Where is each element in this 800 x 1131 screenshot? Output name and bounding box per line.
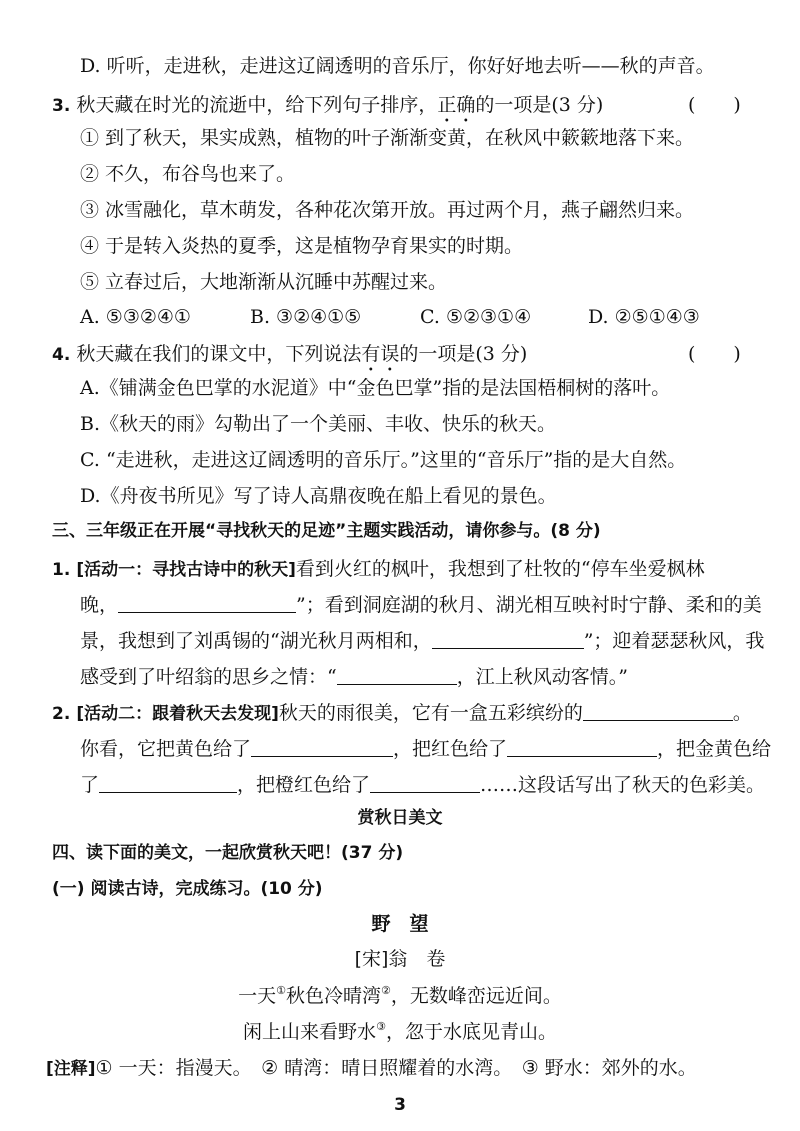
activity-1-line-2	[80, 592, 762, 618]
option-c[interactable]: C. ⑤②③①④	[420, 306, 532, 328]
emphasis-text: 正确	[437, 94, 476, 116]
sentence-item: ① 到了秋天，果实成熟，植物的叶子渐渐变黄，在秋风中簌簌地落下来。	[80, 127, 695, 149]
answer-blank[interactable]	[337, 666, 457, 685]
answer-blank[interactable]	[583, 702, 733, 721]
activity-text: 你看，它把黄色给了	[80, 738, 252, 760]
activity-text: ”；迎着瑟瑟秋风，我	[583, 630, 765, 652]
activity-text: ，把橙红色给了	[237, 774, 371, 796]
poem-text: ，无数峰峦远近间。	[390, 985, 562, 1007]
question-number: 4.	[52, 345, 71, 365]
sentence-item: ② 不久，布谷鸟也来了。	[80, 163, 296, 185]
activity-text: 晚，	[80, 594, 119, 616]
annotations	[46, 1055, 697, 1082]
q3-options	[80, 304, 700, 330]
option-a[interactable]: A. ⑤③②④①	[80, 306, 191, 328]
answer-blank[interactable]	[99, 774, 237, 793]
poem-line-2	[0, 1019, 800, 1045]
answer-blank[interactable]	[118, 594, 296, 613]
question-3	[52, 92, 603, 127]
option-d[interactable]: D. ②⑤①④③	[588, 306, 700, 328]
option-b[interactable]: B. ③②④①⑤	[250, 306, 362, 328]
sentence-item: ④ 于是转入炎热的夏季，这是植物孕育果实的时期。	[80, 235, 524, 257]
annotation-text: ① 一天：指漫天。 ② 晴湾：晴日照耀着的水湾。 ③ 野水：郊外的水。	[95, 1057, 697, 1079]
activity-label: [活动二：跟着秋天去发现]	[76, 704, 279, 724]
option-b[interactable]: B.《秋天的雨》勾勒出了一个美丽、丰收、快乐的秋天。	[80, 413, 557, 435]
question-text: 秋天藏在时光的流逝中，给下列句子排序，	[76, 94, 438, 116]
question-text: 秋天藏在我们的课文中，下列说法	[76, 343, 362, 365]
activity-label: [活动一：寻找古诗中的秋天]	[76, 560, 296, 580]
question-4	[52, 341, 527, 376]
question-number: 2.	[52, 704, 71, 724]
poem-line-1	[0, 983, 800, 1009]
emphasis-text: 有误	[361, 343, 400, 365]
poem-author: [宋]翁 卷	[354, 948, 446, 970]
activity-text: ”；看到洞庭湖的秋月、湖光相互映衬时宁静、柔和的美	[296, 594, 762, 616]
poem-text: 闲上山来看野水	[243, 1021, 377, 1043]
poem-text: ，忽于水底见青山。	[385, 1021, 557, 1043]
activity-1-line-3	[80, 628, 764, 654]
question-text-end: 的一项是(3 分)	[475, 94, 604, 116]
question-number: 1.	[52, 560, 71, 580]
note-marker: ①	[276, 984, 286, 997]
activity-1-line-1	[52, 556, 705, 583]
answer-blank[interactable]	[432, 630, 584, 649]
answer-blank[interactable]	[251, 738, 393, 757]
prev-option-d: D. 听听，走进秋，走进这辽阔透明的音乐厅，你好好地去听——秋的声音。	[80, 55, 715, 77]
answer-blank[interactable]	[507, 738, 657, 757]
answer-blank[interactable]	[370, 774, 480, 793]
note-marker: ②	[381, 984, 391, 997]
option-a[interactable]: A.《铺满金色巴掌的水泥道》中“金色巴掌”指的是法国梧桐树的落叶。	[80, 377, 671, 399]
activity-text: 。	[732, 702, 752, 724]
activity-text: ，把红色给了	[393, 738, 508, 760]
activity-2-line-1	[52, 700, 752, 727]
section-4-title: 四、读下面的美文，一起欣赏秋天吧！(37 分)	[52, 843, 404, 863]
activity-1-line-4	[80, 664, 628, 690]
activity-text: 看到火红的枫叶，我想到了杜牧的“停车坐爱枫林	[295, 558, 705, 580]
activity-text: 感受到了叶绍翁的思乡之情：“	[80, 666, 337, 688]
sentence-item: ③ 冰雪融化，草木萌发，各种花次第开放。再过两个月，燕子翩然归来。	[80, 199, 695, 221]
activity-text: ……这段话写出了秋天的色彩美。	[480, 774, 766, 796]
poem-title: 野 望	[371, 913, 429, 935]
poem-text: 秋色冷晴湾	[285, 985, 381, 1007]
answer-paren[interactable]: ( )	[688, 94, 741, 116]
activity-text: ，江上秋风动客情。”	[456, 666, 628, 688]
question-text-end: 的一项是(3 分)	[399, 343, 528, 365]
sentence-item: ⑤ 立春过后，大地渐渐从沉睡中苏醒过来。	[80, 271, 448, 293]
page-number: 3	[394, 1095, 406, 1115]
activity-text: 景，我想到了刘禹锡的“湖光秋月两相和，	[80, 630, 432, 652]
question-number: 3.	[52, 96, 71, 116]
annotation-label: [注释]	[46, 1059, 96, 1079]
note-marker: ③	[376, 1020, 386, 1033]
activity-text: 秋天的雨很美，它有一盒五彩缤纷的	[278, 702, 583, 724]
activity-2-line-2	[80, 736, 771, 762]
activity-2-line-3	[80, 772, 765, 798]
section-3-title: 三、三年级正在开展“寻找秋天的足迹”主题实践活动，请你参与。(8 分)	[52, 521, 601, 541]
option-c[interactable]: C. “走进秋，走进这辽阔透明的音乐厅。”这里的“音乐厅”指的是大自然。	[80, 449, 687, 471]
activity-text: ，把金黄色给	[657, 738, 772, 760]
poem-text: 一天	[238, 985, 277, 1007]
activity-text: 了	[80, 774, 100, 796]
part-1-title: (一) 阅读古诗，完成练习。(10 分)	[52, 879, 323, 899]
section-subtitle: 赏秋日美文	[357, 808, 443, 828]
answer-paren[interactable]: ( )	[688, 343, 741, 365]
option-d[interactable]: D.《舟夜书所见》写了诗人高鼎夜晚在船上看见的景色。	[80, 485, 557, 507]
